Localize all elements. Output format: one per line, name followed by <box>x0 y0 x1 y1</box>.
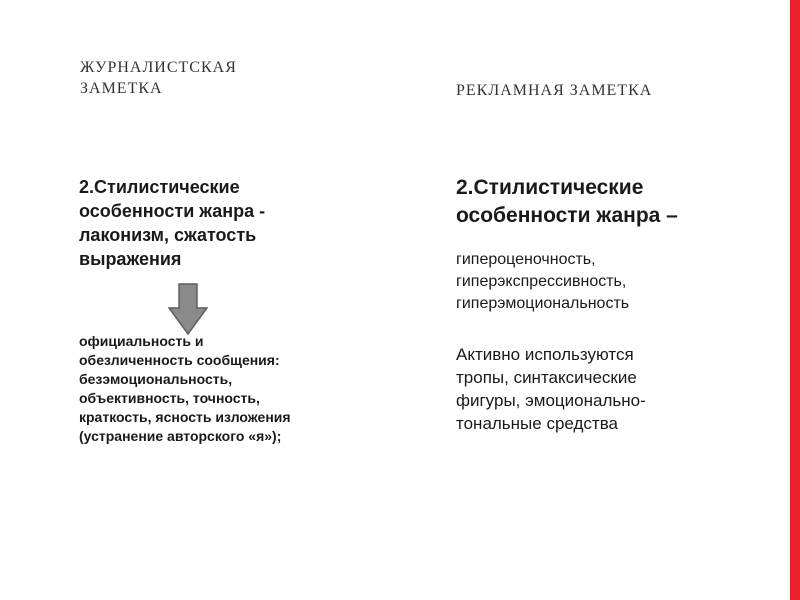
left-body-line: безэмоциональность, <box>79 371 233 387</box>
down-arrow-icon <box>168 283 208 335</box>
left-title-line: 2.Стилистические <box>79 177 240 197</box>
left-title-line: лаконизм, сжатость <box>79 225 257 245</box>
right-feature-line: гиперэкспрессивность, <box>456 273 627 290</box>
left-heading-line: ЗАМЕТКА <box>80 80 163 97</box>
left-body-line: (устранение авторского «я»); <box>79 428 282 444</box>
right-body-line: Активно используются <box>456 345 634 364</box>
left-genre-description <box>79 332 379 446</box>
right-genre-description <box>456 343 776 435</box>
left-body-line: краткость, ясность изложения <box>79 409 291 425</box>
right-title-line: особенности жанра – <box>456 204 678 227</box>
right-column-heading: РЕКЛАМНАЯ ЗАМЕТКА <box>456 82 653 99</box>
left-title-line: выражения <box>79 249 182 269</box>
left-column-heading <box>80 57 360 99</box>
right-feature-line: гиперэмоциональность <box>456 295 630 312</box>
right-feature-line: гипероценочность, <box>456 251 596 268</box>
right-title-line: 2.Стилистические <box>456 176 644 199</box>
right-body-line: фигуры, эмоционально- <box>456 391 646 410</box>
left-body-line: объективность, точность, <box>79 390 260 406</box>
left-body-line: официальность и <box>79 333 204 349</box>
right-body-line: тональные средства <box>456 414 618 433</box>
right-body-line: тропы, синтаксические <box>456 368 637 387</box>
left-genre-title <box>79 175 349 271</box>
accent-bar <box>790 0 800 600</box>
left-heading-line: ЖУРНАЛИСТСКАЯ <box>80 59 237 76</box>
left-title-line: особенности жанра - <box>79 201 266 221</box>
right-genre-title <box>456 174 776 230</box>
right-genre-features <box>456 249 776 315</box>
left-body-line: обезличенность сообщения: <box>79 352 280 368</box>
